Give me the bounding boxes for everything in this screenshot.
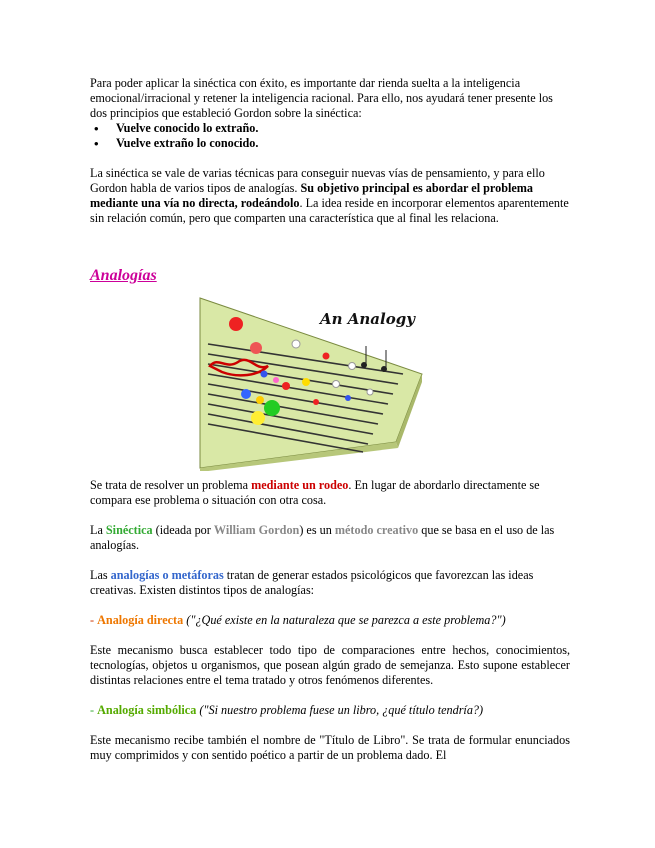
symbolic-analogy-paragraph: Este mecanismo recibe también el nombre de "Título de Libro". Se trata de formular enunciados muy comprimidos y con sentido poético a partir de un problema dado. El xyxy=(90,733,570,762)
figure-caption: An Analogy xyxy=(320,310,415,328)
principles-list xyxy=(90,121,570,151)
section-heading xyxy=(90,268,570,284)
metaphors-paragraph: Las analogías o metáforas tratan de generar estados psicológicos que favorezcan las ideas creativas. Existen distintos tipos de analogías: xyxy=(90,568,534,597)
symbolic-analogy-heading: - Analogía simbólica ("Si nuestro problema fuese un libro, ¿qué título tendría?) xyxy=(90,703,484,717)
sinectica-paragraph: La Sinéctica (ideada por William Gordon) es un método creativo que se basa en el uso de las analogías. xyxy=(90,523,555,552)
list-item: • Vuelve conocido lo extraño. xyxy=(90,121,570,136)
techniques-paragraph: La sinéctica se vale de varias técnicas para conseguir nuevas vías de pensamiento, y para ello Gordon habla de varios tipos de analogías. Su objetivo principal es abordar el problema mediante una vía no directa, rodeándolo. La idea reside en incorporar elementos aparentemente sin relación común, pero que comparten una característica que al final les relaciona. xyxy=(90,166,569,225)
rodeo-paragraph: Se trata de resolver un problema mediante un rodeo. En lugar de abordarlo directamente se compara ese problema o situación con otra cosa. xyxy=(90,478,540,507)
direct-analogy-heading: - Analogía directa ("¿Qué existe en la naturaleza que se parezca a este problema?") xyxy=(90,613,506,627)
intro-paragraph: Para poder aplicar la sinéctica con éxito, es importante dar rienda suelta a la inteligencia emocional/irracional y retener la inteligencia racional. Para ello, nos ayudará tener presente los dos principios que estableció Gordon sobre la sinéctica: xyxy=(90,76,553,120)
page-title: Analogías xyxy=(90,267,157,284)
analogy-illustration xyxy=(198,296,423,471)
list-item: • Vuelve extraño lo conocido. xyxy=(90,136,570,151)
direct-analogy-paragraph: Este mecanismo busca establecer todo tipo de comparaciones entre hechos, conocimientos, tecnologías, objetos u organismos, que posean algún grado de semejanza. Esto supone establecer distintas relaciones entre el tema tratado y otros fenómenos diferentes. xyxy=(90,643,570,687)
